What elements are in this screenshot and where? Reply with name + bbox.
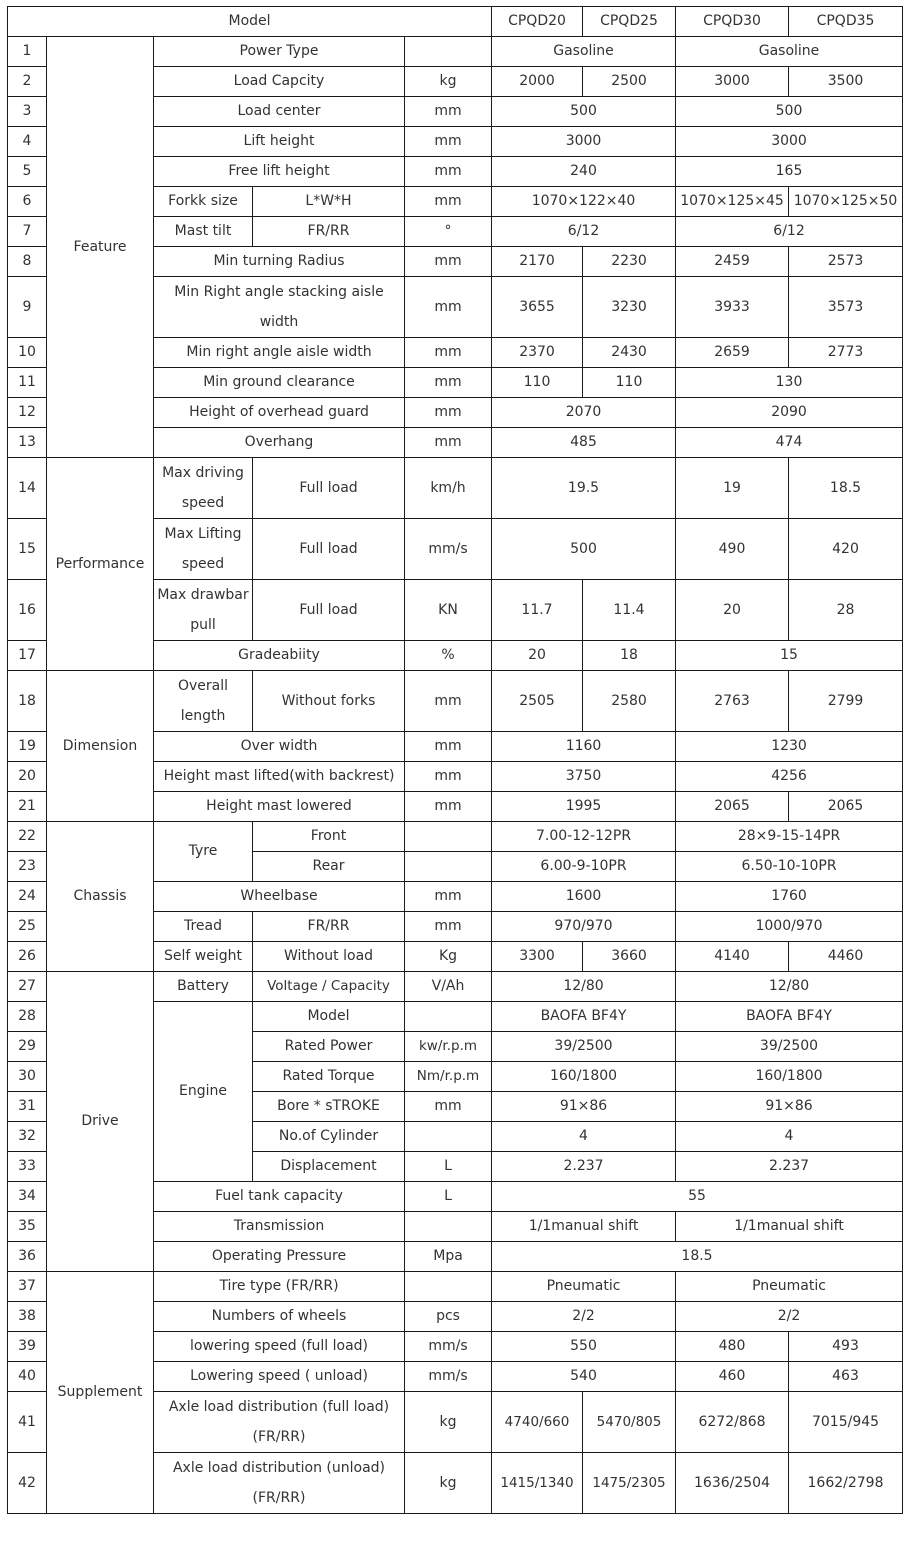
- row-number: 18: [8, 671, 47, 732]
- value-cell: 1475/2305: [583, 1453, 676, 1514]
- item-label: Lift height: [154, 127, 405, 157]
- sub-item-label: Voltage / Capacity: [253, 972, 405, 1002]
- unit-cell: pcs: [405, 1302, 492, 1332]
- sub-item-label: Rated Torque: [253, 1062, 405, 1092]
- value-cell: 2/2: [676, 1302, 903, 1332]
- sub-item-label: Bore * sTROKE: [253, 1092, 405, 1122]
- value-cell: 2430: [583, 338, 676, 368]
- unit-cell: mm: [405, 792, 492, 822]
- row-number: 5: [8, 157, 47, 187]
- value-cell: 7015/945: [789, 1392, 903, 1453]
- item-label: Gradeabiity: [154, 641, 405, 671]
- value-cell: Gasoline: [492, 37, 676, 67]
- value-cell: 3000: [492, 127, 676, 157]
- row-number: 26: [8, 942, 47, 972]
- model-name: CPQD25: [583, 7, 676, 37]
- value-cell: 463: [789, 1362, 903, 1392]
- value-cell: 28×9-15-14PR: [676, 822, 903, 852]
- value-cell: 12/80: [492, 972, 676, 1002]
- value-cell: 1/1manual shift: [676, 1212, 903, 1242]
- item-label: Max Lifting speed: [154, 519, 253, 580]
- table-row: [8, 1272, 903, 1302]
- row-number: 17: [8, 641, 47, 671]
- value-cell: 540: [492, 1362, 676, 1392]
- value-cell: 165: [676, 157, 903, 187]
- value-cell: 15: [676, 641, 903, 671]
- value-cell: 2070: [492, 398, 676, 428]
- item-label: Load Capcity: [154, 67, 405, 97]
- row-number: 14: [8, 458, 47, 519]
- unit-cell: mm: [405, 1092, 492, 1122]
- unit-cell: kw/r.p.m: [405, 1032, 492, 1062]
- value-cell: 20: [492, 641, 583, 671]
- value-cell: 160/1800: [492, 1062, 676, 1092]
- row-number: 34: [8, 1182, 47, 1212]
- value-cell: 500: [492, 519, 676, 580]
- value-cell: 4256: [676, 762, 903, 792]
- table-row: [8, 972, 903, 1002]
- item-label: Max driving speed: [154, 458, 253, 519]
- value-cell: 2000: [492, 67, 583, 97]
- value-cell: 490: [676, 519, 789, 580]
- value-cell: 2/2: [492, 1302, 676, 1332]
- item-label: Tire type (FR/RR): [154, 1272, 405, 1302]
- row-number: 12: [8, 398, 47, 428]
- value-cell: 2580: [583, 671, 676, 732]
- value-cell: 110: [492, 368, 583, 398]
- value-cell: 2065: [789, 792, 903, 822]
- spec-table: [7, 6, 903, 1514]
- unit-cell: mm/s: [405, 1332, 492, 1362]
- value-cell: 130: [676, 368, 903, 398]
- model-name: CPQD20: [492, 7, 583, 37]
- value-cell: 2.237: [676, 1152, 903, 1182]
- value-cell: 91×86: [492, 1092, 676, 1122]
- row-number: 38: [8, 1302, 47, 1332]
- row-number: 13: [8, 428, 47, 458]
- row-number: 2: [8, 67, 47, 97]
- item-label: Min Right angle stacking aisle width: [154, 277, 405, 338]
- unit-cell: mm: [405, 762, 492, 792]
- unit-cell: Nm/r.p.m: [405, 1062, 492, 1092]
- value-cell: 2459: [676, 247, 789, 277]
- sub-item-label: Full load: [253, 519, 405, 580]
- row-number: 37: [8, 1272, 47, 1302]
- unit-cell: Kg: [405, 942, 492, 972]
- row-number: 1: [8, 37, 47, 67]
- sub-item-label: No.of Cylinder: [253, 1122, 405, 1152]
- value-cell: 2505: [492, 671, 583, 732]
- value-cell: 480: [676, 1332, 789, 1362]
- row-number: 35: [8, 1212, 47, 1242]
- value-cell: 160/1800: [676, 1062, 903, 1092]
- value-cell: 3000: [676, 67, 789, 97]
- row-number: 40: [8, 1362, 47, 1392]
- model-header-label: Model: [8, 7, 492, 37]
- row-number: 25: [8, 912, 47, 942]
- value-cell: 1070×122×40: [492, 187, 676, 217]
- table-row: [8, 822, 903, 852]
- value-cell: 39/2500: [492, 1032, 676, 1062]
- unit-cell: V/Ah: [405, 972, 492, 1002]
- unit-cell: mm: [405, 368, 492, 398]
- unit-cell: mm: [405, 97, 492, 127]
- row-number: 30: [8, 1062, 47, 1092]
- row-number: 4: [8, 127, 47, 157]
- unit-cell: mm: [405, 732, 492, 762]
- value-cell: 3500: [789, 67, 903, 97]
- row-number: 39: [8, 1332, 47, 1362]
- value-cell: 110: [583, 368, 676, 398]
- row-number: 24: [8, 882, 47, 912]
- value-cell: 485: [492, 428, 676, 458]
- value-cell: 1600: [492, 882, 676, 912]
- row-number: 16: [8, 580, 47, 641]
- value-cell: 474: [676, 428, 903, 458]
- row-number: 11: [8, 368, 47, 398]
- sub-item-label: L*W*H: [253, 187, 405, 217]
- model-name: CPQD35: [789, 7, 903, 37]
- value-cell: 2.237: [492, 1152, 676, 1182]
- value-cell: 11.4: [583, 580, 676, 641]
- row-number: 31: [8, 1092, 47, 1122]
- sub-item-label: FR/RR: [253, 217, 405, 247]
- value-cell: 420: [789, 519, 903, 580]
- row-number: 8: [8, 247, 47, 277]
- value-cell: 20: [676, 580, 789, 641]
- item-label: Mast tilt: [154, 217, 253, 247]
- value-cell: 2090: [676, 398, 903, 428]
- row-number: 15: [8, 519, 47, 580]
- value-cell: 1070×125×45: [676, 187, 789, 217]
- group-label-chassis: Chassis: [47, 822, 154, 972]
- value-cell: 19.5: [492, 458, 676, 519]
- unit-cell: [405, 1122, 492, 1152]
- value-cell: 1415/1340: [492, 1453, 583, 1514]
- unit-cell: mm: [405, 187, 492, 217]
- unit-cell: kg: [405, 67, 492, 97]
- value-cell: 6.00-9-10PR: [492, 852, 676, 882]
- item-label: Free lift height: [154, 157, 405, 187]
- value-cell: 2773: [789, 338, 903, 368]
- value-cell: 1160: [492, 732, 676, 762]
- value-cell: 6272/868: [676, 1392, 789, 1453]
- item-label: Numbers of wheels: [154, 1302, 405, 1332]
- unit-cell: mm: [405, 157, 492, 187]
- unit-cell: kg: [405, 1453, 492, 1514]
- value-cell: 55: [492, 1182, 903, 1212]
- value-cell: 1662/2798: [789, 1453, 903, 1514]
- row-number: 20: [8, 762, 47, 792]
- unit-cell: [405, 1212, 492, 1242]
- row-number: 42: [8, 1453, 47, 1514]
- item-label: Operating Pressure: [154, 1242, 405, 1272]
- value-cell: 500: [492, 97, 676, 127]
- value-cell: 28: [789, 580, 903, 641]
- value-cell: 4: [492, 1122, 676, 1152]
- value-cell: 7.00-12-12PR: [492, 822, 676, 852]
- value-cell: 3000: [676, 127, 903, 157]
- row-number: 41: [8, 1392, 47, 1453]
- unit-cell: [405, 37, 492, 67]
- table-row: [8, 671, 903, 732]
- unit-cell: mm: [405, 127, 492, 157]
- unit-cell: mm: [405, 428, 492, 458]
- sub-item-label: FR/RR: [253, 912, 405, 942]
- sub-item-label: Model: [253, 1002, 405, 1032]
- value-cell: 1995: [492, 792, 676, 822]
- row-number: 29: [8, 1032, 47, 1062]
- item-label: Max drawbar pull: [154, 580, 253, 641]
- value-cell: 3573: [789, 277, 903, 338]
- row-number: 3: [8, 97, 47, 127]
- table-row: [8, 37, 903, 67]
- item-label: Overall length: [154, 671, 253, 732]
- value-cell: 2659: [676, 338, 789, 368]
- item-label: Min turning Radius: [154, 247, 405, 277]
- item-label: lowering speed (full load): [154, 1332, 405, 1362]
- table-row: [8, 458, 903, 519]
- row-number: 32: [8, 1122, 47, 1152]
- value-cell: 18.5: [789, 458, 903, 519]
- sub-item-label: Front: [253, 822, 405, 852]
- unit-cell: L: [405, 1182, 492, 1212]
- row-number: 19: [8, 732, 47, 762]
- unit-cell: mm: [405, 671, 492, 732]
- item-label: Axle load distribution (full load) (FR/RR): [154, 1392, 405, 1453]
- row-number: 27: [8, 972, 47, 1002]
- value-cell: 240: [492, 157, 676, 187]
- sub-item-label: Displacement: [253, 1152, 405, 1182]
- value-cell: BAOFA BF4Y: [676, 1002, 903, 1032]
- value-cell: 18: [583, 641, 676, 671]
- item-label: Height mast lowered: [154, 792, 405, 822]
- unit-cell: [405, 1272, 492, 1302]
- value-cell: 18.5: [492, 1242, 903, 1272]
- value-cell: Gasoline: [676, 37, 903, 67]
- value-cell: 4: [676, 1122, 903, 1152]
- value-cell: 2500: [583, 67, 676, 97]
- sub-item-label: Full load: [253, 458, 405, 519]
- item-label: Min right angle aisle width: [154, 338, 405, 368]
- item-label: Wheelbase: [154, 882, 405, 912]
- value-cell: 19: [676, 458, 789, 519]
- value-cell: 12/80: [676, 972, 903, 1002]
- value-cell: Pneumatic: [492, 1272, 676, 1302]
- value-cell: 1000/970: [676, 912, 903, 942]
- value-cell: 2230: [583, 247, 676, 277]
- row-number: 28: [8, 1002, 47, 1032]
- value-cell: 6/12: [676, 217, 903, 247]
- value-cell: 1230: [676, 732, 903, 762]
- group-label-feature: Feature: [47, 37, 154, 458]
- row-number: 7: [8, 217, 47, 247]
- unit-cell: km/h: [405, 458, 492, 519]
- value-cell: 6.50-10-10PR: [676, 852, 903, 882]
- value-cell: 1070×125×50: [789, 187, 903, 217]
- sub-item-label: Rear: [253, 852, 405, 882]
- unit-cell: [405, 1002, 492, 1032]
- group-label-performance: Performance: [47, 458, 154, 671]
- item-label: Forkk size: [154, 187, 253, 217]
- item-label: Axle load distribution (unload) (FR/RR): [154, 1453, 405, 1514]
- row-number: 10: [8, 338, 47, 368]
- unit-cell: %: [405, 641, 492, 671]
- value-cell: 3933: [676, 277, 789, 338]
- value-cell: 493: [789, 1332, 903, 1362]
- row-number: 33: [8, 1152, 47, 1182]
- unit-cell: kg: [405, 1392, 492, 1453]
- item-label: Power Type: [154, 37, 405, 67]
- unit-cell: mm: [405, 277, 492, 338]
- sub-item-label: Without forks: [253, 671, 405, 732]
- item-label: Height mast lifted(with backrest): [154, 762, 405, 792]
- value-cell: 91×86: [676, 1092, 903, 1122]
- item-label: Battery: [154, 972, 253, 1002]
- item-label: Tread: [154, 912, 253, 942]
- value-cell: BAOFA BF4Y: [492, 1002, 676, 1032]
- value-cell: 4460: [789, 942, 903, 972]
- value-cell: 2370: [492, 338, 583, 368]
- item-label: Over width: [154, 732, 405, 762]
- unit-cell: KN: [405, 580, 492, 641]
- item-label: Lowering speed ( unload): [154, 1362, 405, 1392]
- value-cell: 3230: [583, 277, 676, 338]
- item-label: Engine: [154, 1002, 253, 1182]
- model-name: CPQD30: [676, 7, 789, 37]
- value-cell: 2573: [789, 247, 903, 277]
- value-cell: 3655: [492, 277, 583, 338]
- row-number: 6: [8, 187, 47, 217]
- item-label: Self weight: [154, 942, 253, 972]
- item-label: Tyre: [154, 822, 253, 882]
- group-label-supplement: Supplement: [47, 1272, 154, 1514]
- value-cell: 1760: [676, 882, 903, 912]
- sub-item-label: Full load: [253, 580, 405, 641]
- value-cell: 1/1manual shift: [492, 1212, 676, 1242]
- value-cell: 11.7: [492, 580, 583, 641]
- unit-cell: [405, 822, 492, 852]
- unit-cell: mm: [405, 882, 492, 912]
- value-cell: 550: [492, 1332, 676, 1362]
- item-label: Overhang: [154, 428, 405, 458]
- value-cell: 500: [676, 97, 903, 127]
- item-label: Load center: [154, 97, 405, 127]
- unit-cell: [405, 852, 492, 882]
- group-label-drive: Drive: [47, 972, 154, 1272]
- value-cell: 6/12: [492, 217, 676, 247]
- unit-cell: mm: [405, 398, 492, 428]
- unit-cell: mm: [405, 338, 492, 368]
- unit-cell: mm: [405, 247, 492, 277]
- value-cell: 2799: [789, 671, 903, 732]
- value-cell: 5470/805: [583, 1392, 676, 1453]
- value-cell: 460: [676, 1362, 789, 1392]
- item-label: Transmission: [154, 1212, 405, 1242]
- value-cell: 4140: [676, 942, 789, 972]
- row-number: 9: [8, 277, 47, 338]
- row-number: 36: [8, 1242, 47, 1272]
- value-cell: 970/970: [492, 912, 676, 942]
- value-cell: 4740/660: [492, 1392, 583, 1453]
- item-label: Fuel tank capacity: [154, 1182, 405, 1212]
- header-row: [8, 7, 903, 37]
- unit-cell: mm/s: [405, 519, 492, 580]
- group-label-dimension: Dimension: [47, 671, 154, 822]
- item-label: Min ground clearance: [154, 368, 405, 398]
- row-number: 21: [8, 792, 47, 822]
- item-label: Height of overhead guard: [154, 398, 405, 428]
- unit-cell: °: [405, 217, 492, 247]
- value-cell: 2065: [676, 792, 789, 822]
- row-number: 23: [8, 852, 47, 882]
- value-cell: 2763: [676, 671, 789, 732]
- sub-item-label: Rated Power: [253, 1032, 405, 1062]
- value-cell: 1636/2504: [676, 1453, 789, 1514]
- value-cell: 2170: [492, 247, 583, 277]
- value-cell: 3300: [492, 942, 583, 972]
- value-cell: 3750: [492, 762, 676, 792]
- value-cell: Pneumatic: [676, 1272, 903, 1302]
- unit-cell: Mpa: [405, 1242, 492, 1272]
- unit-cell: mm/s: [405, 1362, 492, 1392]
- sub-item-label: Without load: [253, 942, 405, 972]
- unit-cell: L: [405, 1152, 492, 1182]
- value-cell: 39/2500: [676, 1032, 903, 1062]
- unit-cell: mm: [405, 912, 492, 942]
- value-cell: 3660: [583, 942, 676, 972]
- row-number: 22: [8, 822, 47, 852]
